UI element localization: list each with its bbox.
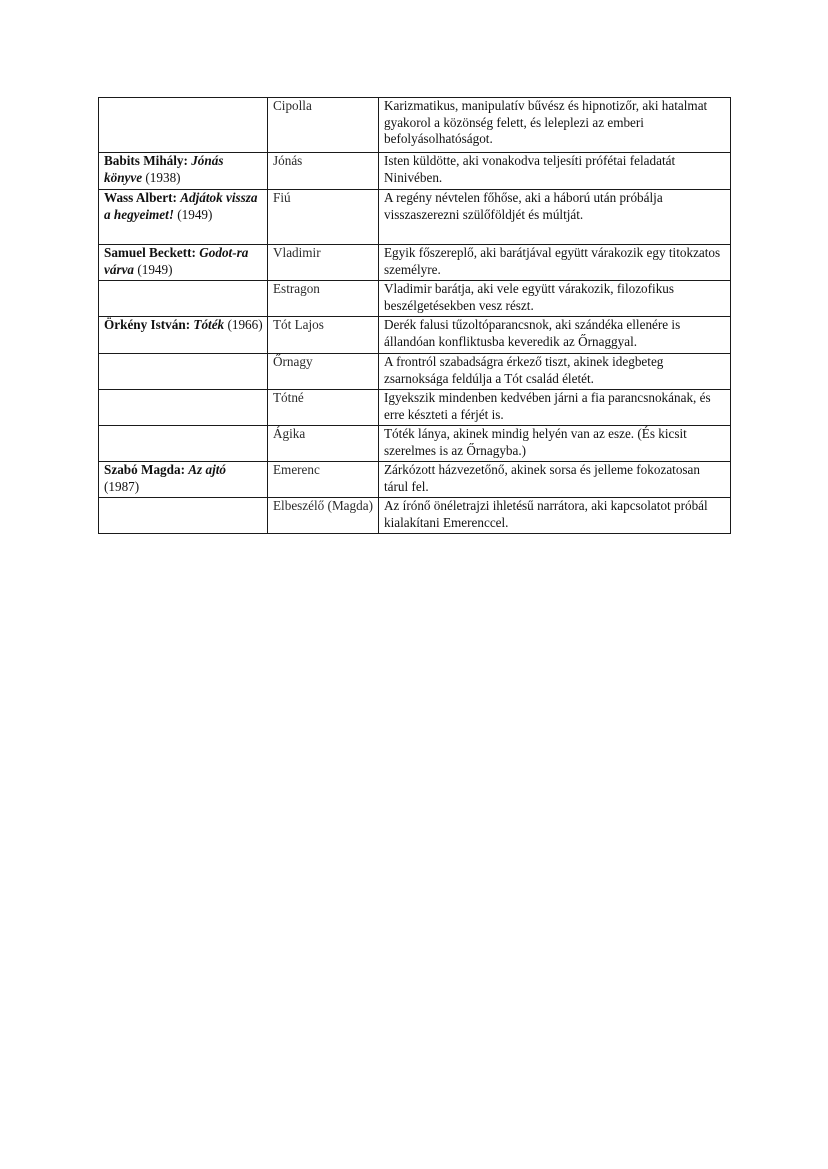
work-cell xyxy=(99,390,268,426)
literature-characters-table xyxy=(98,97,731,534)
table-row xyxy=(99,98,731,153)
character-name: Tót Lajos xyxy=(268,317,379,354)
work-cell xyxy=(99,190,268,245)
character-description: Karizmatikus, manipulatív bűvész és hipnotizőr, aki hatalmat gyakorol a közönség felett, és leleplezi az emberi befolyásolhatóságot. xyxy=(379,98,731,153)
character-description: Isten küldötte, aki vonakodva teljesíti prófétai feladatát Ninivében. xyxy=(379,153,731,190)
work-cell xyxy=(99,354,268,390)
work-title: Adjátok vissza a hegyeimet! xyxy=(104,190,258,222)
table-row xyxy=(99,390,731,426)
character-name: Jónás xyxy=(268,153,379,190)
work-cell xyxy=(99,462,268,498)
character-name: Cipolla xyxy=(268,98,379,153)
character-name: Őrnagy xyxy=(268,354,379,390)
work-author: Örkény István: xyxy=(104,317,191,332)
work-author: Babits Mihály: xyxy=(104,153,188,168)
work-cell xyxy=(99,426,268,462)
work-title: Godot-ra várva xyxy=(104,245,249,277)
table-row xyxy=(99,498,731,534)
work-title: Tóték xyxy=(193,317,225,332)
character-description: Vladimir barátja, aki vele együtt várakozik, filozofikus beszélgetésekben vesz részt. xyxy=(379,281,731,317)
work-cell xyxy=(99,281,268,317)
work-cell xyxy=(99,153,268,190)
character-name: Estragon xyxy=(268,281,379,317)
character-description: Egyik főszereplő, aki barátjával együtt várakozik egy titokzatos személyre. xyxy=(379,245,731,281)
work-author: Samuel Beckett: xyxy=(104,245,196,260)
table-row xyxy=(99,153,731,190)
work-year: (1949) xyxy=(137,261,173,277)
work-year: (1966) xyxy=(227,317,263,332)
character-name: Ágika xyxy=(268,426,379,462)
character-name: Fiú xyxy=(268,190,379,245)
table-row xyxy=(99,354,731,390)
work-author: Szabó Magda: xyxy=(104,462,185,477)
work-cell xyxy=(99,498,268,534)
character-description: Igyekszik mindenben kedvében járni a fia parancsnokának, és erre készteti a férjét is. xyxy=(379,390,731,426)
work-cell xyxy=(99,317,268,354)
work-year: (1938) xyxy=(145,169,181,185)
table-row xyxy=(99,462,731,498)
work-title: Jónás könyve xyxy=(104,153,224,185)
character-description: Az írónő önéletrajzi ihletésű narrátora, aki kapcsolatot próbál kialakítani Emerenccel. xyxy=(379,498,731,534)
character-description: Derék falusi tűzoltóparancsnok, aki szándéka ellenére is állandóan konfliktusba keveredik az Őrnaggyal. xyxy=(379,317,731,354)
character-name: Vladimir xyxy=(268,245,379,281)
work-title: Az ajtó xyxy=(188,462,227,477)
character-description: Tóték lánya, akinek mindig helyén van az esze. (És kicsit szerelmes is az Őrnagyba.) xyxy=(379,426,731,462)
work-year: (1987) xyxy=(104,478,140,494)
table-row xyxy=(99,190,731,245)
work-year: (1949) xyxy=(177,206,213,222)
table-row xyxy=(99,281,731,317)
table-row xyxy=(99,245,731,281)
character-name: Tótné xyxy=(268,390,379,426)
character-description: Zárkózott házvezetőnő, akinek sorsa és jelleme fokozatosan tárul fel. xyxy=(379,462,731,498)
work-author: Wass Albert: xyxy=(104,190,177,205)
character-name: Elbeszélő (Magda) xyxy=(268,498,379,534)
character-name: Emerenc xyxy=(268,462,379,498)
table-row xyxy=(99,426,731,462)
character-description: A regény névtelen főhőse, aki a háború után próbálja visszaszerezni szülőföldjét és múltját. xyxy=(379,190,731,245)
work-cell xyxy=(99,98,268,153)
work-cell xyxy=(99,245,268,281)
table-row xyxy=(99,317,731,354)
table-body xyxy=(99,98,731,534)
character-description: A frontról szabadságra érkező tiszt, akinek idegbeteg zsarnoksága feldúlja a Tót család életét. xyxy=(379,354,731,390)
